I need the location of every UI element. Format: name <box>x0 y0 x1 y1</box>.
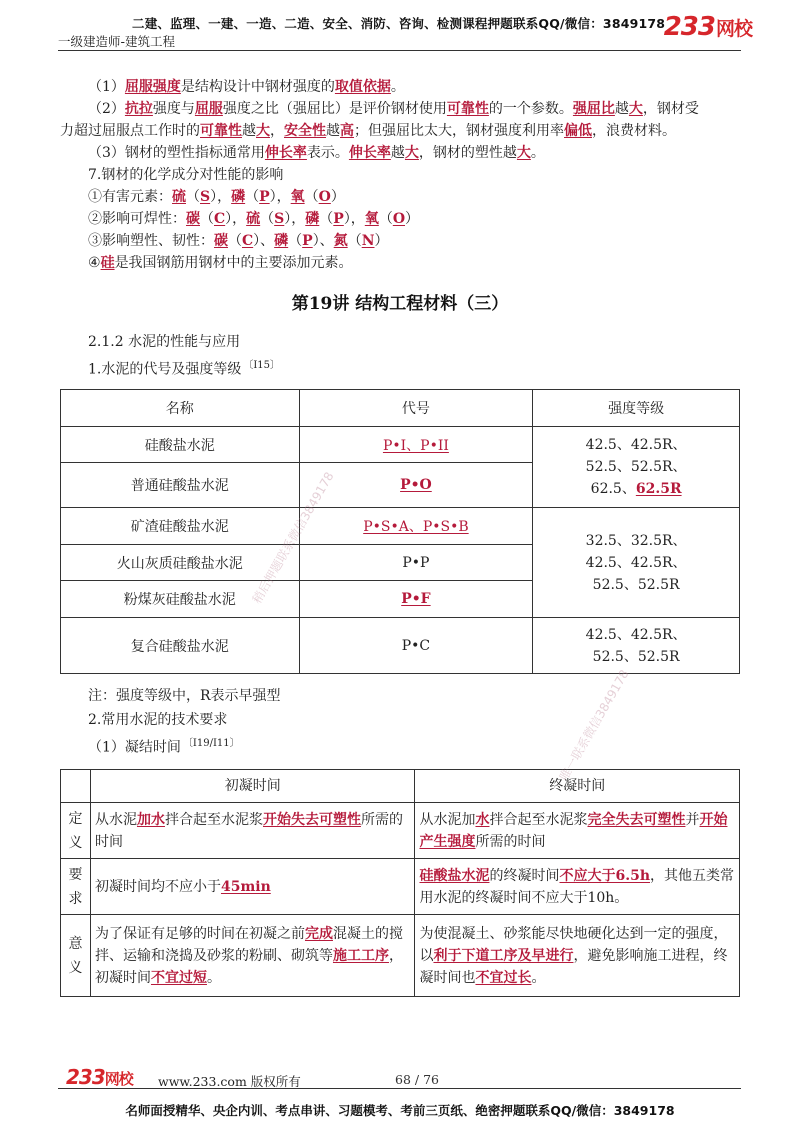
grade-note: 注：强度等级中，R表示早强型 <box>88 688 281 704</box>
cement-code: P•P <box>299 545 533 581</box>
logo-text: 网校 <box>715 18 752 40</box>
para-plasticity: ③影响塑性、韧性：碳（C）、磷（P）、氮（N） <box>88 233 389 249</box>
cement-name: 普通硅酸盐水泥 <box>61 463 300 508</box>
cement-name: 矿渣硅酸盐水泥 <box>61 508 300 545</box>
header-subject: 一级建造师-建筑工程 <box>58 34 176 49</box>
footer-divider <box>58 1088 741 1089</box>
watermark-1: 稍后押题联系微信3849178 <box>249 469 337 606</box>
grade-group-1: 42.5、42.5R、 52.5、52.5R、 62.5、62.5R <box>533 427 740 508</box>
cement-code: P•S•A、P•S•B <box>299 508 533 545</box>
para-silicon: ④硅是我国钢筋用钢材中的主要添加元素。 <box>88 255 353 271</box>
footer-logo: 233网校 <box>66 1065 133 1089</box>
header-contact-line: 二建、监理、一建、一造、二造、安全、消防、咨询、检测课程押题联系QQ/微信：3849178 <box>132 16 666 31</box>
section-setting-time: （1）凝结时间 $^{〔Ⅰ19/Ⅰ11〕}$ <box>88 738 240 756</box>
col-header-grade: 强度等级 <box>533 390 740 427</box>
grade-group-2: 32.5、32.5R、 42.5、42.5R、 52.5、52.5R <box>533 508 740 618</box>
section-tech-requirements: 2.常用水泥的技术要求 <box>88 712 228 728</box>
row-label-definition: 定 义 <box>61 803 91 859</box>
col-header-name: 名称 <box>61 390 300 427</box>
brand-logo <box>664 12 752 42</box>
section-2-1-2: 2.1.2 水泥的性能与应用 <box>88 334 241 350</box>
footer-site: www.233.com 版权所有 <box>158 1074 301 1089</box>
cement-code: P•F <box>299 581 533 618</box>
section-cement-codes: 1.水泥的代号及强度等级 $^{〔Ⅰ15〕}$ <box>88 360 281 378</box>
cement-name: 复合硅酸盐水泥 <box>61 618 300 674</box>
cement-codes-table <box>60 389 740 674</box>
cement-name: 粉煤灰硅酸盐水泥 <box>61 581 300 618</box>
final-definition: 从水泥加水拌合起至水泥浆完全失去可塑性并开始产生强度所需的时间 <box>415 803 740 859</box>
grade-group-3: 42.5、42.5R、 52.5、52.5R <box>533 618 740 674</box>
header-divider <box>58 50 741 51</box>
final-significance: 为使混凝土、砂浆能尽快地硬化达到一定的强度，以利于下道工序及早进行，避免影响施工进程，终凝时间也不宜过长。 <box>415 915 740 997</box>
page-number: 68 / 76 <box>395 1072 439 1087</box>
para-yield: （1）屈服强度是结构设计中钢材强度的取值依据。 <box>88 79 405 95</box>
cement-code: P•I、P•II <box>299 427 533 463</box>
para-strength-ratio: （2）抗拉强度与屈服强度之比（强屈比）是评价钢材使用可靠性的一个参数。强屈比越大，钢材受 <box>88 101 699 117</box>
lecture-title: 第19讲 结构工程材料（三） <box>291 294 509 314</box>
col-header-code: 代号 <box>299 390 533 427</box>
initial-requirement: 初凝时间均不应小于45min <box>90 859 415 915</box>
cement-name: 硅酸盐水泥 <box>61 427 300 463</box>
para-weldability: ②影响可焊性：碳（C），硫（S），磷（P），氧（O） <box>88 211 420 227</box>
para-strength-ratio-cont: 力超过屈服点工作时的可靠性越大，安全性越高；但强屈比太大，钢材强度利用率偏低，浪费材料。 <box>60 123 676 139</box>
cement-code: P•O <box>299 463 533 508</box>
header-final-setting: 终凝时间 <box>415 770 740 803</box>
cement-name: 火山灰质硅酸盐水泥 <box>61 545 300 581</box>
para-chem-heading: 7.钢材的化学成分对性能的影响 <box>88 167 284 183</box>
logo-number: 233 <box>663 12 715 42</box>
initial-significance: 为了保证有足够的时间在初凝之前完成混凝土的搅拌、运输和浇捣及砂浆的粉刷、砌筑等施工工序，初凝时间不宜过短。 <box>90 915 415 997</box>
steel-notes <box>60 76 740 274</box>
para-elongation: （3）钢材的塑性指标通常用伸长率表示。伸长率越大，钢材的塑性越大。 <box>88 145 545 161</box>
initial-definition: 从水泥加水拌合起至水泥浆开始失去可塑性所需的时间 <box>90 803 415 859</box>
setting-time-table <box>60 769 740 997</box>
row-label-requirement: 要 求 <box>61 859 91 915</box>
cement-code: P•C <box>299 618 533 674</box>
final-requirement: 硅酸盐水泥的终凝时间不应大于6.5h，其他五类常用水泥的终凝时间不应大于10h。 <box>415 859 740 915</box>
header-initial-setting: 初凝时间 <box>90 770 415 803</box>
watermark-2: 唯一联系微信3849178 <box>556 667 632 783</box>
row-label-significance: 意 义 <box>61 915 91 997</box>
footer-contact-line: 名师面授精华、央企内训、考点串讲、习题模考、考前三页纸、绝密押题联系QQ/微信：3849178 <box>125 1103 675 1118</box>
para-harmful: ①有害元素：硫（S），磷（P），氧（O） <box>88 189 345 205</box>
